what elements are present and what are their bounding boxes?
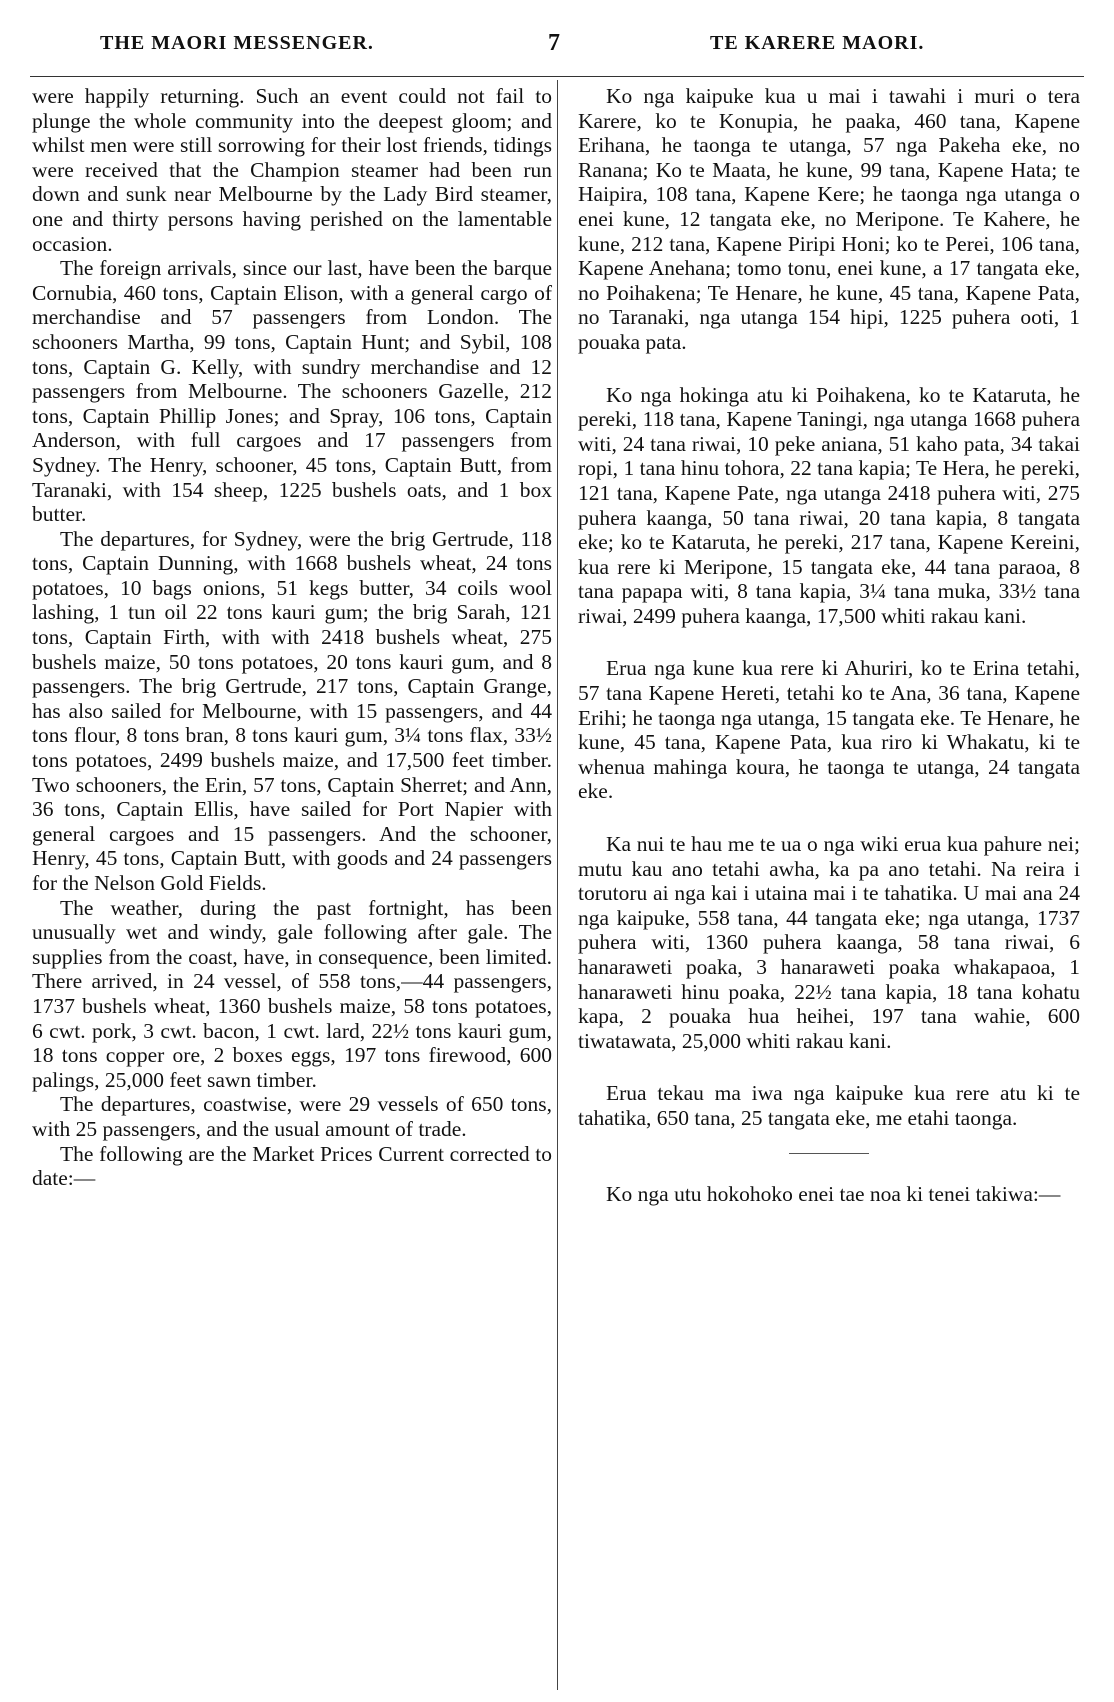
maori-column (578, 84, 1080, 1206)
paragraph-weather: The weather, during the past fortnight, has been unusually wet and windy, gale following after gale. The supplies from the coast, have, in consequence, been limited. There arrived, in 24 vessel, of 558 tons,—44 passengers, 1737 bushels wheat, 1360 bushels maize, 58 tons potatoes, 6 cwt. pork, 3 cwt. bacon, 1 cwt. lard, 22½ tons kauri gum, 18 tons copper ore, 2 boxes eggs, 197 tons firewood, 600 palings, 25,000 feet sawn timber. (32, 895, 552, 1092)
paragraph-gloom: were happily returning. Such an event could not fail to plunge the whole community into the deepest gloom; and whilst men were still sorrowing for their lost friends, tidings were received that the Champion steamer had been run down and sunk near Melbourne by the Lady Bird steamer, one and thirty persons having perished on the lamentable occasion. (32, 84, 552, 256)
english-masthead: THE MAORI MESSENGER. (100, 32, 374, 54)
paragraph-tahatika: Erua tekau ma iwa nga kaipuke kua rere atu ki te tahatika, 650 tana, 25 tangata eke, me etahi taonga. (578, 1081, 1080, 1130)
paragraph-coastwise: The departures, coastwise, were 29 vessels of 650 tons, with 25 passengers, and the usual amount of trade. (32, 1092, 552, 1141)
paragraph-ahuriri: Erua nga kune kua rere ki Ahuriri, ko te Erina tetahi, 57 tana Kapene Hereti, tetahi ko te Ana, 36 tana, Kapene Erihi; he taonga nga utanga, 15 tangata eke. Te Henare, he kune, 45 tana, Kapene Pata, kua riro ki Whakatu, ki te whenua mahinga koura, he taonga te utanga, 24 tangata eke. (578, 656, 1080, 804)
page-number: 7 (548, 30, 561, 56)
paragraph-hokinga-poihakena: Ko nga hokinga atu ki Poihakena, ko te Kataruta, he pereki, 118 tana, Kapene Taningi, nga utanga 1668 puhera witi, 24 tana riwai, 10 peke aniana, 51 kaho pata, 34 takai ropi, 1 tana hinu tohora, 22 tana kapia; Te Hera, he pereki, 121 tana, Kapene Pate, nga utanga 2418 puhera witi, 275 puhera kaanga, 50 tana riwai, 20 tana kapia, 8 tangata eke; ko te Kataruta, he pereki, 217 tana, Kapene Kereini, kua rere ki Meripone, 15 tangata eke, 44 tana paraoa, 8 tana papapa witi, 8 tana kapia, 3¼ tana muka, 33½ tana riwai, 2499 puhera kaanga, 17,500 whiti rakau kani. (578, 382, 1080, 628)
column-divider (557, 80, 558, 1690)
paragraph-utu-hokohoko: Ko nga utu hokohoko enei tae noa ki tenei takiwa:— (606, 1181, 1061, 1206)
paragraph-foreign-arrivals: The foreign arrivals, since our last, have been the barque Cornubia, 460 tons, Captain Elison, with a general cargo of merchandise and 57 passengers from London. The schooners Martha, 99 tons, Captain Hunt; and Sybil, 108 tons, Captain G. Kelly, with sundry merchandise and 12 passengers from Melbourne. The schooners Gazelle, 212 tons, Captain Phillip Jones; and Spray, 106 tons, Captain Anderson, with full cargoes and 17 passengers from Sydney. The Henry, schooner, 45 tons, Captain Butt, from Taranaki, with 154 sheep, 1225 bushels oats, and 1 box butter. (32, 256, 552, 527)
header-rule (30, 76, 1084, 77)
paragraph-departures-sydney: The departures, for Sydney, were the brig Gertrude, 118 tons, Captain Dunning, with 1668 bushels wheat, 24 tons potatoes, 10 bags onions, 51 kegs butter, 34 coils wool lashing, 1 tun oil 22 tons kauri gum; the brig Sarah, 121 tons, Captain Firth, with with 2418 bushels wheat, 275 bushels maize, 50 tons potatoes, 20 tons kauri gum, and 8 passengers. The brig Gertrude, 217 tons, Captain Grange, has also sailed for Melbourne, with 15 passengers, and 44 tons flour, 8 tons bran, 8 tons kauri gum, 3¼ tons flax, 33½ tons potatoes, 2499 bushels maize, and 17,500 feet timber. Two schooners, the Erin, 57 tons, Captain Sherret; and Ann, 36 tons, Captain Ellis, have sailed for Port Napier with general cargoes and 15 passengers. And the schooner, Henry, 45 tons, Captain Butt, with goods and 24 passengers for the Nelson Gold Fields. (32, 526, 552, 895)
paragraph-hau-ua: Ka nui te hau me te ua o nga wiki erua kua pahure nei; mutu kau ano tetahi awha, ka pa ano tetahi. Na reira i torutoru ai nga kai i utaina mai i te tahatika. U mai ana 24 nga kaipuke, 558 tana, 44 tangata eke; nga utanga, 1737 puhera witi, 1360 puhera kaanga, 58 tana riwai, 6 hanaraweti poaka, 3 hanaraweti poaka whakapaoa, 1 hanaraweti hinu poaka, 22½ tana kapia, 18 tana kohatu kapa, 2 pouaka hua heihei, 197 tana wahie, 600 tiwatawata, 25,000 whiti rakau kani. (578, 832, 1080, 1053)
paragraph-market-prices: The following are the Market Prices Current corrected to date:— (32, 1141, 552, 1191)
maori-masthead: TE KARERE MAORI. (710, 32, 925, 54)
paragraph-kaipuke-tawahi: Ko nga kaipuke kua u mai i tawahi i muri o tera Karere, ko te Konupia, he paaka, 460 tana, Kapene Erihana, he taonga te utanga, 57 nga Pakeha eke, no Ranana; Ko te Maata, he kune, 99 tana, Kapene Hata; te Haipira, 108 tana, Kapene Kere; he taonga nga utanga o enei kune, 12 tangata eke, no Meripone. Te Kahere, he kune, 212 tana, Kapene Piripi Honi; ko te Perei, 106 tana, Kapene Anehana; tomo tonu, enei kune, a 17 tangata eke, no Poihakena; Te Henare, he kune, 45 tana, Kapene Pata, no Taranaki, nga utanga 154 hipi, 1225 puhera ooti, 1 pouaka pata. (578, 84, 1080, 354)
page-header (30, 28, 1084, 58)
english-column (32, 84, 552, 1191)
section-separator (789, 1153, 869, 1154)
